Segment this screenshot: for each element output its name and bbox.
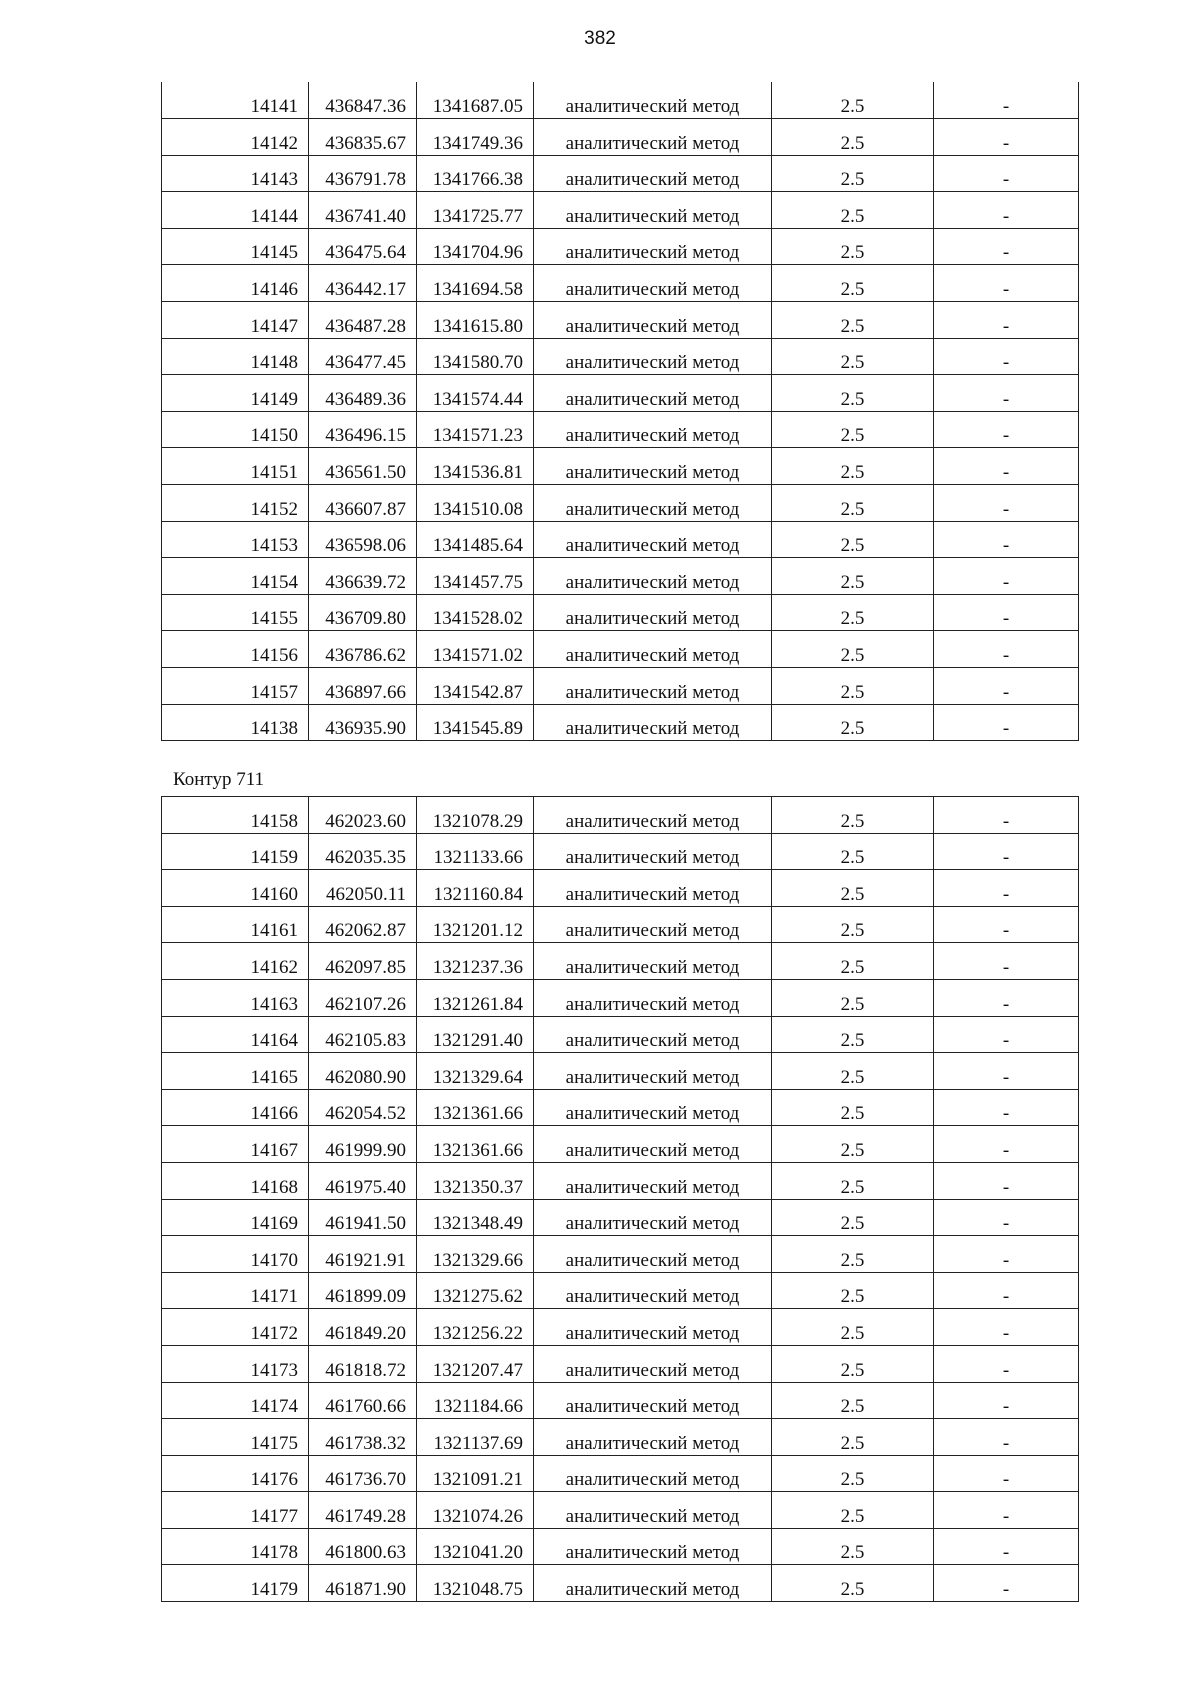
page-number: 382 [584,28,616,49]
y-coordinate-cell: 1341749.36 [417,119,534,156]
table-row [162,302,1079,339]
extra-cell: - [934,1492,1079,1529]
point-number-cell: 14177 [162,1492,309,1529]
point-number-cell: 14160 [162,870,309,907]
table-row [162,1016,1079,1053]
method-cell: аналитический метод [534,302,772,339]
y-coordinate-cell: 1341542.87 [417,668,534,705]
accuracy-cell: 2.5 [772,1016,934,1053]
extra-cell: - [934,1528,1079,1565]
table-row [162,870,1079,907]
point-number-cell: 14145 [162,228,309,265]
y-coordinate-cell: 1321291.40 [417,1016,534,1053]
x-coordinate-cell: 461871.90 [309,1565,417,1602]
y-coordinate-cell: 1341725.77 [417,192,534,229]
table-row [162,594,1079,631]
accuracy-cell: 2.5 [772,1345,934,1382]
point-number-cell: 14157 [162,668,309,705]
extra-cell: - [934,1162,1079,1199]
extra-cell: - [934,704,1079,741]
table-row [162,1419,1079,1456]
table-row [162,155,1079,192]
extra-cell: - [934,797,1079,834]
point-number-cell: 14156 [162,631,309,668]
extra-cell: - [934,411,1079,448]
accuracy-cell: 2.5 [772,192,934,229]
point-number-cell: 14163 [162,979,309,1016]
y-coordinate-cell: 1321184.66 [417,1382,534,1419]
y-coordinate-cell: 1341615.80 [417,302,534,339]
accuracy-cell: 2.5 [772,1419,934,1456]
method-cell: аналитический метод [534,1162,772,1199]
method-cell: аналитический метод [534,704,772,741]
y-coordinate-cell: 1341571.23 [417,411,534,448]
accuracy-cell: 2.5 [772,631,934,668]
accuracy-cell: 2.5 [772,521,934,558]
point-number-cell: 14152 [162,485,309,522]
point-number-cell: 14172 [162,1309,309,1346]
accuracy-cell: 2.5 [772,1053,934,1090]
accuracy-cell: 2.5 [772,155,934,192]
point-number-cell: 14167 [162,1126,309,1163]
x-coordinate-cell: 462054.52 [309,1089,417,1126]
x-coordinate-cell: 462023.60 [309,797,417,834]
table-row [162,82,1079,119]
accuracy-cell: 2.5 [772,1382,934,1419]
accuracy-cell: 2.5 [772,979,934,1016]
accuracy-cell: 2.5 [772,668,934,705]
x-coordinate-cell: 462107.26 [309,979,417,1016]
accuracy-cell: 2.5 [772,411,934,448]
point-number-cell: 14179 [162,1565,309,1602]
point-number-cell: 14175 [162,1419,309,1456]
x-coordinate-cell: 436487.28 [309,302,417,339]
accuracy-cell: 2.5 [772,82,934,119]
extra-cell: - [934,119,1079,156]
point-number-cell: 14169 [162,1199,309,1236]
method-cell: аналитический метод [534,155,772,192]
point-number-cell: 14147 [162,302,309,339]
accuracy-cell: 2.5 [772,833,934,870]
x-coordinate-cell: 461921.91 [309,1236,417,1273]
point-number-cell: 14141 [162,82,309,119]
extra-cell: - [934,1455,1079,1492]
method-cell: аналитический метод [534,192,772,229]
x-coordinate-cell: 462097.85 [309,943,417,980]
method-cell: аналитический метод [534,485,772,522]
accuracy-cell: 2.5 [772,943,934,980]
accuracy-cell: 2.5 [772,1089,934,1126]
accuracy-cell: 2.5 [772,1528,934,1565]
table-row [162,704,1079,741]
point-number-cell: 14155 [162,594,309,631]
y-coordinate-cell: 1341766.38 [417,155,534,192]
point-number-cell: 14170 [162,1236,309,1273]
table-row [162,1565,1079,1602]
method-cell: аналитический метод [534,1053,772,1090]
accuracy-cell: 2.5 [772,704,934,741]
method-cell: аналитический метод [534,82,772,119]
accuracy-cell: 2.5 [772,228,934,265]
point-number-cell: 14161 [162,906,309,943]
x-coordinate-cell: 436607.87 [309,485,417,522]
table-row [162,797,1079,834]
table-row [162,485,1079,522]
extra-cell: - [934,668,1079,705]
x-coordinate-cell: 461941.50 [309,1199,417,1236]
x-coordinate-cell: 461736.70 [309,1455,417,1492]
y-coordinate-cell: 1341694.58 [417,265,534,302]
x-coordinate-cell: 462105.83 [309,1016,417,1053]
y-coordinate-cell: 1321160.84 [417,870,534,907]
accuracy-cell: 2.5 [772,1309,934,1346]
accuracy-cell: 2.5 [772,906,934,943]
extra-cell: - [934,558,1079,595]
x-coordinate-cell: 436709.80 [309,594,417,631]
y-coordinate-cell: 1321133.66 [417,833,534,870]
point-number-cell: 14146 [162,265,309,302]
point-number-cell: 14153 [162,521,309,558]
extra-cell: - [934,1016,1079,1053]
x-coordinate-cell: 436489.36 [309,375,417,412]
accuracy-cell: 2.5 [772,1199,934,1236]
extra-cell: - [934,1053,1079,1090]
table-row [162,1199,1079,1236]
table-row [162,192,1079,229]
y-coordinate-cell: 1321256.22 [417,1309,534,1346]
x-coordinate-cell: 462035.35 [309,833,417,870]
extra-cell: - [934,521,1079,558]
y-coordinate-cell: 1321041.20 [417,1528,534,1565]
extra-cell: - [934,1382,1079,1419]
table-row [162,1053,1079,1090]
extra-cell: - [934,1309,1079,1346]
accuracy-cell: 2.5 [772,797,934,834]
extra-cell: - [934,338,1079,375]
table-row [162,375,1079,412]
method-cell: аналитический метод [534,558,772,595]
x-coordinate-cell: 436847.36 [309,82,417,119]
extra-cell: - [934,1126,1079,1163]
point-number-cell: 14171 [162,1272,309,1309]
table-row [162,1528,1079,1565]
x-coordinate-cell: 461899.09 [309,1272,417,1309]
extra-cell: - [934,943,1079,980]
accuracy-cell: 2.5 [772,375,934,412]
y-coordinate-cell: 1341571.02 [417,631,534,668]
point-number-cell: 14178 [162,1528,309,1565]
method-cell: аналитический метод [534,1126,772,1163]
point-number-cell: 14143 [162,155,309,192]
method-cell: аналитический метод [534,411,772,448]
y-coordinate-cell: 1341528.02 [417,594,534,631]
y-coordinate-cell: 1321361.66 [417,1089,534,1126]
method-cell: аналитический метод [534,1419,772,1456]
method-cell: аналитический метод [534,448,772,485]
y-coordinate-cell: 1341704.96 [417,228,534,265]
extra-cell: - [934,833,1079,870]
accuracy-cell: 2.5 [772,485,934,522]
point-number-cell: 14176 [162,1455,309,1492]
extra-cell: - [934,1236,1079,1273]
method-cell: аналитический метод [534,1309,772,1346]
point-number-cell: 14168 [162,1162,309,1199]
extra-cell: - [934,375,1079,412]
extra-cell: - [934,265,1079,302]
y-coordinate-cell: 1321091.21 [417,1455,534,1492]
x-coordinate-cell: 436496.15 [309,411,417,448]
accuracy-cell: 2.5 [772,1455,934,1492]
extra-cell: - [934,448,1079,485]
table-row [162,1236,1079,1273]
extra-cell: - [934,1199,1079,1236]
extra-cell: - [934,1565,1079,1602]
point-number-cell: 14150 [162,411,309,448]
y-coordinate-cell: 1321237.36 [417,943,534,980]
accuracy-cell: 2.5 [772,1162,934,1199]
y-coordinate-cell: 1321201.12 [417,906,534,943]
x-coordinate-cell: 436786.62 [309,631,417,668]
x-coordinate-cell: 462062.87 [309,906,417,943]
point-number-cell: 14159 [162,833,309,870]
x-coordinate-cell: 436935.90 [309,704,417,741]
x-coordinate-cell: 461749.28 [309,1492,417,1529]
x-coordinate-cell: 436897.66 [309,668,417,705]
y-coordinate-cell: 1341574.44 [417,375,534,412]
x-coordinate-cell: 436741.40 [309,192,417,229]
y-coordinate-cell: 1321261.84 [417,979,534,1016]
x-coordinate-cell: 436561.50 [309,448,417,485]
method-cell: аналитический метод [534,375,772,412]
point-number-cell: 14164 [162,1016,309,1053]
table-row [162,411,1079,448]
y-coordinate-cell: 1341485.64 [417,521,534,558]
accuracy-cell: 2.5 [772,594,934,631]
x-coordinate-cell: 461800.63 [309,1528,417,1565]
extra-cell: - [934,228,1079,265]
y-coordinate-cell: 1341457.75 [417,558,534,595]
table-row [162,521,1079,558]
x-coordinate-cell: 461975.40 [309,1162,417,1199]
method-cell: аналитический метод [534,1565,772,1602]
extra-cell: - [934,1089,1079,1126]
method-cell: аналитический метод [534,668,772,705]
y-coordinate-cell: 1321350.37 [417,1162,534,1199]
x-coordinate-cell: 436835.67 [309,119,417,156]
point-number-cell: 14154 [162,558,309,595]
extra-cell: - [934,485,1079,522]
coordinates-table-top [161,82,1079,741]
y-coordinate-cell: 1321207.47 [417,1345,534,1382]
x-coordinate-cell: 461738.32 [309,1419,417,1456]
accuracy-cell: 2.5 [772,1272,934,1309]
point-number-cell: 14151 [162,448,309,485]
table-row [162,119,1079,156]
x-coordinate-cell: 436639.72 [309,558,417,595]
y-coordinate-cell: 1341580.70 [417,338,534,375]
x-coordinate-cell: 436475.64 [309,228,417,265]
method-cell: аналитический метод [534,1272,772,1309]
method-cell: аналитический метод [534,119,772,156]
table-row [162,1345,1079,1382]
y-coordinate-cell: 1341687.05 [417,82,534,119]
table-row [162,943,1079,980]
method-cell: аналитический метод [534,1199,772,1236]
table-row [162,1162,1079,1199]
coordinates-table-contour-711 [161,796,1079,1602]
method-cell: аналитический метод [534,1089,772,1126]
method-cell: аналитический метод [534,631,772,668]
table-row [162,631,1079,668]
y-coordinate-cell: 1321275.62 [417,1272,534,1309]
point-number-cell: 14165 [162,1053,309,1090]
contour-label: Контур 711 [173,769,264,790]
y-coordinate-cell: 1321361.66 [417,1126,534,1163]
point-number-cell: 14142 [162,119,309,156]
method-cell: аналитический метод [534,1382,772,1419]
table-row [162,906,1079,943]
point-number-cell: 14158 [162,797,309,834]
table-row [162,1309,1079,1346]
method-cell: аналитический метод [534,338,772,375]
accuracy-cell: 2.5 [772,1236,934,1273]
table-row [162,1126,1079,1163]
method-cell: аналитический метод [534,594,772,631]
x-coordinate-cell: 462080.90 [309,1053,417,1090]
method-cell: аналитический метод [534,265,772,302]
method-cell: аналитический метод [534,1016,772,1053]
x-coordinate-cell: 436477.45 [309,338,417,375]
x-coordinate-cell: 461999.90 [309,1126,417,1163]
point-number-cell: 14138 [162,704,309,741]
x-coordinate-cell: 461760.66 [309,1382,417,1419]
accuracy-cell: 2.5 [772,448,934,485]
x-coordinate-cell: 436442.17 [309,265,417,302]
accuracy-cell: 2.5 [772,1126,934,1163]
extra-cell: - [934,82,1079,119]
table-row [162,1492,1079,1529]
table-row [162,228,1079,265]
extra-cell: - [934,1345,1079,1382]
accuracy-cell: 2.5 [772,338,934,375]
method-cell: аналитический метод [534,797,772,834]
y-coordinate-cell: 1341545.89 [417,704,534,741]
extra-cell: - [934,1419,1079,1456]
table-row [162,265,1079,302]
y-coordinate-cell: 1321048.75 [417,1565,534,1602]
table-row [162,448,1079,485]
method-cell: аналитический метод [534,1528,772,1565]
y-coordinate-cell: 1321329.64 [417,1053,534,1090]
table-row [162,979,1079,1016]
accuracy-cell: 2.5 [772,265,934,302]
method-cell: аналитический метод [534,979,772,1016]
extra-cell: - [934,906,1079,943]
method-cell: аналитический метод [534,1236,772,1273]
y-coordinate-cell: 1321137.69 [417,1419,534,1456]
accuracy-cell: 2.5 [772,119,934,156]
extra-cell: - [934,979,1079,1016]
extra-cell: - [934,594,1079,631]
accuracy-cell: 2.5 [772,302,934,339]
accuracy-cell: 2.5 [772,1492,934,1529]
table-row [162,1455,1079,1492]
point-number-cell: 14173 [162,1345,309,1382]
point-number-cell: 14144 [162,192,309,229]
extra-cell: - [934,155,1079,192]
table-row [162,338,1079,375]
extra-cell: - [934,302,1079,339]
accuracy-cell: 2.5 [772,1565,934,1602]
x-coordinate-cell: 436598.06 [309,521,417,558]
point-number-cell: 14162 [162,943,309,980]
extra-cell: - [934,631,1079,668]
y-coordinate-cell: 1321329.66 [417,1236,534,1273]
y-coordinate-cell: 1341510.08 [417,485,534,522]
table-row [162,1272,1079,1309]
extra-cell: - [934,192,1079,229]
point-number-cell: 14149 [162,375,309,412]
accuracy-cell: 2.5 [772,558,934,595]
point-number-cell: 14174 [162,1382,309,1419]
point-number-cell: 14148 [162,338,309,375]
method-cell: аналитический метод [534,521,772,558]
x-coordinate-cell: 461849.20 [309,1309,417,1346]
method-cell: аналитический метод [534,1492,772,1529]
extra-cell: - [934,870,1079,907]
y-coordinate-cell: 1321074.26 [417,1492,534,1529]
method-cell: аналитический метод [534,1345,772,1382]
table-row [162,1382,1079,1419]
extra-cell: - [934,1272,1079,1309]
table-row [162,1089,1079,1126]
table-row [162,558,1079,595]
x-coordinate-cell: 461818.72 [309,1345,417,1382]
point-number-cell: 14166 [162,1089,309,1126]
table-row [162,668,1079,705]
y-coordinate-cell: 1341536.81 [417,448,534,485]
method-cell: аналитический метод [534,943,772,980]
accuracy-cell: 2.5 [772,870,934,907]
x-coordinate-cell: 436791.78 [309,155,417,192]
method-cell: аналитический метод [534,870,772,907]
method-cell: аналитический метод [534,906,772,943]
method-cell: аналитический метод [534,833,772,870]
table-row [162,833,1079,870]
method-cell: аналитический метод [534,1455,772,1492]
y-coordinate-cell: 1321348.49 [417,1199,534,1236]
y-coordinate-cell: 1321078.29 [417,797,534,834]
x-coordinate-cell: 462050.11 [309,870,417,907]
method-cell: аналитический метод [534,228,772,265]
